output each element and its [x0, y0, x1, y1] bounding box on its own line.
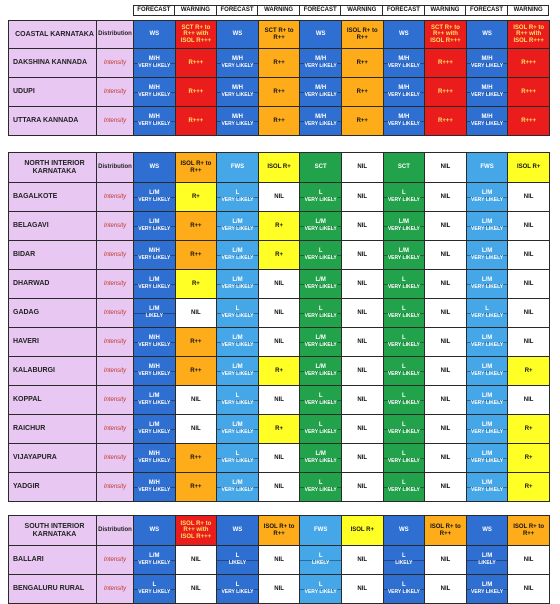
- section-gap: [8, 139, 549, 151]
- intensity-forecast-cell: L VERY LIKELY: [217, 299, 259, 328]
- intensity-warning-cell: NIL: [425, 415, 467, 444]
- intensity-forecast-cell: L/M VERY LIKELY: [466, 444, 508, 473]
- intensity-forecast-cell: M/H VERY LIKELY: [134, 107, 176, 136]
- intensity-warning-cell: NIL: [258, 575, 300, 604]
- distribution-label: Distribution: [97, 153, 134, 183]
- intensity-label: Intensity: [97, 49, 134, 78]
- district-name: VIJAYAPURA: [9, 444, 97, 473]
- intensity-warning-cell: R+++: [425, 107, 467, 136]
- intensity-forecast-cell: M/H VERY LIKELY: [300, 78, 342, 107]
- intensity-warning-cell: NIL: [258, 473, 300, 502]
- south-interior-karnataka-table: [8, 515, 550, 604]
- intensity-warning-cell: NIL: [175, 386, 217, 415]
- intensity-forecast-cell: L/M VERY LIKELY: [134, 270, 176, 299]
- distribution-warning-cell: SCT R+ to R++: [258, 21, 300, 49]
- district-name: UDUPI: [9, 78, 97, 107]
- intensity-forecast-cell: L/M VERY LIKELY: [217, 328, 259, 357]
- intensity-forecast-cell: L VERY LIKELY: [300, 183, 342, 212]
- district-name: KOPPAL: [9, 386, 97, 415]
- intensity-forecast-cell: L VERY LIKELY: [466, 299, 508, 328]
- intensity-warning-cell: R+: [258, 212, 300, 241]
- intensity-forecast-cell: M/H VERY LIKELY: [134, 444, 176, 473]
- intensity-forecast-cell: M/H VERY LIKELY: [300, 107, 342, 136]
- district-name: RAICHUR: [9, 415, 97, 444]
- intensity-label: Intensity: [97, 270, 134, 299]
- intensity-warning-cell: R+: [508, 473, 550, 502]
- intensity-warning-cell: NIL: [341, 575, 383, 604]
- distribution-forecast-cell: WS: [466, 21, 508, 49]
- intensity-warning-cell: NIL: [341, 546, 383, 575]
- intensity-warning-cell: R+: [175, 270, 217, 299]
- intensity-warning-cell: R++: [175, 212, 217, 241]
- intensity-warning-cell: R+++: [508, 78, 550, 107]
- intensity-forecast-cell: M/H VERY LIKELY: [217, 49, 259, 78]
- intensity-warning-cell: NIL: [258, 328, 300, 357]
- district-name: BIDAR: [9, 241, 97, 270]
- intensity-forecast-cell: L/M LIKELY: [466, 546, 508, 575]
- intensity-label: Intensity: [97, 444, 134, 473]
- intensity-forecast-cell: L VERY LIKELY: [383, 299, 425, 328]
- distribution-forecast-cell: WS: [300, 21, 342, 49]
- intensity-forecast-cell: L/M VERY LIKELY: [466, 357, 508, 386]
- intensity-warning-cell: R++: [175, 357, 217, 386]
- intensity-warning-cell: R++: [341, 49, 383, 78]
- distribution-row: [9, 153, 550, 183]
- column-header: FORECAST: [216, 6, 258, 16]
- column-header-row: [8, 6, 549, 16]
- intensity-forecast-cell: L/M VERY LIKELY: [300, 270, 342, 299]
- intensity-warning-cell: NIL: [425, 386, 467, 415]
- intensity-warning-cell: NIL: [508, 328, 550, 357]
- intensity-forecast-cell: L VERY LIKELY: [383, 575, 425, 604]
- intensity-forecast-cell: M/H VERY LIKELY: [466, 49, 508, 78]
- intensity-forecast-cell: L VERY LIKELY: [134, 575, 176, 604]
- intensity-warning-cell: NIL: [425, 212, 467, 241]
- intensity-forecast-cell: M/H VERY LIKELY: [134, 241, 176, 270]
- district-name: YADGIR: [9, 473, 97, 502]
- intensity-forecast-cell: L/M VERY LIKELY: [300, 328, 342, 357]
- intensity-warning-cell: NIL: [175, 546, 217, 575]
- intensity-warning-cell: NIL: [508, 546, 550, 575]
- distribution-warning-cell: ISOL R+ to R++: [508, 516, 550, 546]
- distribution-forecast-cell: WS: [217, 516, 259, 546]
- intensity-warning-cell: R+: [508, 415, 550, 444]
- district-name: BALLARI: [9, 546, 97, 575]
- intensity-forecast-cell: L/M VERY LIKELY: [217, 241, 259, 270]
- column-header: FORECAST: [133, 6, 175, 16]
- intensity-warning-cell: NIL: [341, 444, 383, 473]
- district-row: [9, 546, 550, 575]
- column-header: FORECAST: [466, 6, 508, 16]
- district-row: [9, 386, 550, 415]
- intensity-warning-cell: R++: [258, 107, 300, 136]
- intensity-label: Intensity: [97, 241, 134, 270]
- intensity-warning-cell: R++: [175, 444, 217, 473]
- intensity-forecast-cell: L/M VERY LIKELY: [466, 575, 508, 604]
- column-header: FORECAST: [383, 6, 425, 16]
- intensity-forecast-cell: L VERY LIKELY: [383, 270, 425, 299]
- distribution-forecast-cell: SCT: [300, 153, 342, 183]
- intensity-forecast-cell: L LIKELY: [217, 546, 259, 575]
- intensity-warning-cell: R++: [175, 328, 217, 357]
- distribution-forecast-cell: WS: [134, 516, 176, 546]
- intensity-forecast-cell: L/M VERY LIKELY: [466, 270, 508, 299]
- intensity-forecast-cell: L/M VERY LIKELY: [466, 473, 508, 502]
- distribution-label: Distribution: [97, 21, 134, 49]
- intensity-warning-cell: R++: [341, 78, 383, 107]
- intensity-label: Intensity: [97, 546, 134, 575]
- intensity-forecast-cell: M/H VERY LIKELY: [466, 78, 508, 107]
- intensity-forecast-cell: M/H VERY LIKELY: [466, 107, 508, 136]
- intensity-warning-cell: NIL: [508, 212, 550, 241]
- intensity-forecast-cell: L/M VERY LIKELY: [134, 212, 176, 241]
- distribution-warning-cell: ISOL R+ to R++ with ISOL R+++: [175, 516, 217, 546]
- intensity-label: Intensity: [97, 183, 134, 212]
- intensity-warning-cell: NIL: [425, 575, 467, 604]
- distribution-label: Distribution: [97, 516, 134, 546]
- distribution-warning-cell: ISOL R+ to R++: [258, 516, 300, 546]
- intensity-warning-cell: NIL: [508, 575, 550, 604]
- intensity-warning-cell: NIL: [258, 270, 300, 299]
- district-row: [9, 299, 550, 328]
- intensity-label: Intensity: [97, 299, 134, 328]
- intensity-forecast-cell: L/M VERY LIKELY: [134, 415, 176, 444]
- distribution-forecast-cell: WS: [134, 153, 176, 183]
- district-row: [9, 575, 550, 604]
- intensity-forecast-cell: M/H VERY LIKELY: [134, 49, 176, 78]
- region-title: COASTAL KARNATAKA: [9, 21, 97, 49]
- distribution-forecast-cell: SCT: [383, 153, 425, 183]
- intensity-warning-cell: NIL: [341, 328, 383, 357]
- intensity-warning-cell: NIL: [341, 473, 383, 502]
- intensity-warning-cell: NIL: [425, 270, 467, 299]
- district-row: [9, 49, 550, 78]
- intensity-forecast-cell: L/M VERY LIKELY: [466, 328, 508, 357]
- district-name: BELAGAVI: [9, 212, 97, 241]
- intensity-forecast-cell: L/M VERY LIKELY: [466, 386, 508, 415]
- intensity-warning-cell: R+: [258, 357, 300, 386]
- intensity-forecast-cell: M/H VERY LIKELY: [383, 49, 425, 78]
- distribution-warning-cell: SCT R+ to R++ with ISOL R+++: [175, 21, 217, 49]
- forecast-header-table: [8, 0, 549, 16]
- intensity-warning-cell: NIL: [508, 386, 550, 415]
- intensity-warning-cell: NIL: [341, 357, 383, 386]
- intensity-forecast-cell: L VERY LIKELY: [300, 473, 342, 502]
- intensity-warning-cell: R++: [175, 241, 217, 270]
- intensity-label: Intensity: [97, 386, 134, 415]
- intensity-warning-cell: R+: [258, 415, 300, 444]
- intensity-warning-cell: NIL: [425, 444, 467, 473]
- intensity-warning-cell: NIL: [175, 415, 217, 444]
- intensity-warning-cell: NIL: [425, 183, 467, 212]
- intensity-forecast-cell: L VERY LIKELY: [300, 386, 342, 415]
- intensity-forecast-cell: L VERY LIKELY: [217, 183, 259, 212]
- district-row: [9, 78, 550, 107]
- intensity-warning-cell: NIL: [425, 299, 467, 328]
- intensity-warning-cell: NIL: [341, 212, 383, 241]
- intensity-warning-cell: NIL: [258, 546, 300, 575]
- distribution-warning-cell: NIL: [341, 153, 383, 183]
- intensity-warning-cell: R+++: [425, 78, 467, 107]
- distribution-warning-cell: ISOL R+: [258, 153, 300, 183]
- distribution-forecast-cell: WS: [134, 21, 176, 49]
- intensity-warning-cell: NIL: [175, 575, 217, 604]
- intensity-label: Intensity: [97, 575, 134, 604]
- intensity-warning-cell: NIL: [425, 473, 467, 502]
- intensity-forecast-cell: L VERY LIKELY: [217, 386, 259, 415]
- intensity-forecast-cell: L VERY LIKELY: [383, 444, 425, 473]
- column-header: WARNING: [341, 6, 383, 16]
- intensity-forecast-cell: L VERY LIKELY: [300, 299, 342, 328]
- intensity-forecast-cell: M/H VERY LIKELY: [134, 357, 176, 386]
- intensity-forecast-cell: L/M VERY LIKELY: [383, 212, 425, 241]
- distribution-forecast-cell: WS: [466, 516, 508, 546]
- column-header: FORECAST: [299, 6, 341, 16]
- intensity-label: Intensity: [97, 473, 134, 502]
- coastal-karnataka-table: [8, 20, 550, 136]
- intensity-forecast-cell: L/M VERY LIKELY: [217, 212, 259, 241]
- intensity-warning-cell: NIL: [341, 241, 383, 270]
- intensity-forecast-cell: L VERY LIKELY: [383, 328, 425, 357]
- intensity-forecast-cell: L/M VERY LIKELY: [134, 183, 176, 212]
- region-title: SOUTH INTERIOR KARNATAKA: [9, 516, 97, 546]
- intensity-forecast-cell: M/H VERY LIKELY: [217, 78, 259, 107]
- district-name: KALABURGI: [9, 357, 97, 386]
- intensity-label: Intensity: [97, 328, 134, 357]
- intensity-warning-cell: NIL: [508, 270, 550, 299]
- intensity-warning-cell: NIL: [341, 270, 383, 299]
- district-row: [9, 444, 550, 473]
- intensity-warning-cell: NIL: [508, 183, 550, 212]
- district-row: [9, 212, 550, 241]
- intensity-warning-cell: NIL: [341, 183, 383, 212]
- intensity-forecast-cell: L VERY LIKELY: [383, 386, 425, 415]
- district-name: DHARWAD: [9, 270, 97, 299]
- intensity-label: Intensity: [97, 78, 134, 107]
- column-header: WARNING: [175, 6, 217, 16]
- intensity-forecast-cell: M/H VERY LIKELY: [134, 328, 176, 357]
- column-header: WARNING: [424, 6, 466, 16]
- intensity-forecast-cell: L/M VERY LIKELY: [466, 415, 508, 444]
- intensity-forecast-cell: L VERY LIKELY: [300, 415, 342, 444]
- intensity-forecast-cell: L/M VERY LIKELY: [466, 241, 508, 270]
- intensity-warning-cell: R++: [175, 473, 217, 502]
- district-name: GADAG: [9, 299, 97, 328]
- intensity-warning-cell: R+: [258, 241, 300, 270]
- intensity-warning-cell: R+: [508, 357, 550, 386]
- distribution-warning-cell: NIL: [425, 153, 467, 183]
- intensity-forecast-cell: L VERY LIKELY: [383, 415, 425, 444]
- intensity-warning-cell: NIL: [341, 415, 383, 444]
- intensity-warning-cell: NIL: [425, 546, 467, 575]
- intensity-forecast-cell: L VERY LIKELY: [383, 357, 425, 386]
- intensity-warning-cell: NIL: [425, 241, 467, 270]
- distribution-forecast-cell: WS: [383, 21, 425, 49]
- distribution-warning-cell: ISOL R+ to R++: [425, 516, 467, 546]
- distribution-warning-cell: ISOL R+ to R++ with ISOL R+++: [508, 21, 550, 49]
- distribution-forecast-cell: FWS: [466, 153, 508, 183]
- column-header: WARNING: [507, 6, 549, 16]
- intensity-forecast-cell: L/M VERY LIKELY: [217, 473, 259, 502]
- intensity-warning-cell: R+++: [508, 49, 550, 78]
- intensity-forecast-cell: M/H VERY LIKELY: [300, 49, 342, 78]
- intensity-forecast-cell: L/M VERY LIKELY: [217, 270, 259, 299]
- intensity-warning-cell: NIL: [508, 241, 550, 270]
- intensity-forecast-cell: M/H VERY LIKELY: [383, 78, 425, 107]
- intensity-forecast-cell: L/M VERY LIKELY: [217, 415, 259, 444]
- intensity-forecast-cell: L/M VERY LIKELY: [300, 357, 342, 386]
- district-name: UTTARA KANNADA: [9, 107, 97, 136]
- intensity-label: Intensity: [97, 357, 134, 386]
- intensity-forecast-cell: L LIKELY: [300, 546, 342, 575]
- intensity-forecast-cell: L/M VERY LIKELY: [134, 546, 176, 575]
- intensity-forecast-cell: M/H VERY LIKELY: [383, 107, 425, 136]
- distribution-warning-cell: SCT R+ to R++ with ISOL R+++: [425, 21, 467, 49]
- north-interior-karnataka-table: [8, 152, 550, 502]
- district-row: [9, 328, 550, 357]
- distribution-forecast-cell: WS: [217, 21, 259, 49]
- intensity-forecast-cell: L VERY LIKELY: [383, 473, 425, 502]
- intensity-warning-cell: NIL: [425, 328, 467, 357]
- intensity-forecast-cell: L/M VERY LIKELY: [134, 386, 176, 415]
- intensity-warning-cell: R+++: [175, 78, 217, 107]
- intensity-forecast-cell: L VERY LIKELY: [300, 575, 342, 604]
- intensity-forecast-cell: L VERY LIKELY: [383, 183, 425, 212]
- intensity-label: Intensity: [97, 107, 134, 136]
- intensity-forecast-cell: L/M VERY LIKELY: [383, 241, 425, 270]
- intensity-warning-cell: NIL: [258, 183, 300, 212]
- distribution-warning-cell: ISOL R+ to R++: [175, 153, 217, 183]
- intensity-warning-cell: NIL: [258, 299, 300, 328]
- intensity-warning-cell: R+++: [425, 49, 467, 78]
- intensity-warning-cell: R+++: [508, 107, 550, 136]
- intensity-warning-cell: R++: [341, 107, 383, 136]
- district-name: DAKSHINA KANNADA: [9, 49, 97, 78]
- intensity-warning-cell: NIL: [341, 299, 383, 328]
- distribution-warning-cell: ISOL R+: [341, 516, 383, 546]
- distribution-row: [9, 21, 550, 49]
- intensity-forecast-cell: L VERY LIKELY: [217, 444, 259, 473]
- region-title: NORTH INTERIOR KARNATAKA: [9, 153, 97, 183]
- district-row: [9, 183, 550, 212]
- intensity-forecast-cell: L/M LIKELY: [134, 299, 176, 328]
- distribution-forecast-cell: FWS: [300, 516, 342, 546]
- intensity-warning-cell: NIL: [341, 386, 383, 415]
- intensity-forecast-cell: M/H VERY LIKELY: [134, 473, 176, 502]
- intensity-forecast-cell: M/H VERY LIKELY: [217, 107, 259, 136]
- district-row: [9, 270, 550, 299]
- intensity-forecast-cell: L LIKELY: [383, 546, 425, 575]
- intensity-forecast-cell: L VERY LIKELY: [300, 241, 342, 270]
- intensity-forecast-cell: L/M VERY LIKELY: [466, 183, 508, 212]
- district-row: [9, 241, 550, 270]
- district-row: [9, 473, 550, 502]
- district-name: BAGALKOTE: [9, 183, 97, 212]
- intensity-warning-cell: NIL: [508, 299, 550, 328]
- intensity-forecast-cell: L VERY LIKELY: [217, 575, 259, 604]
- intensity-warning-cell: R+: [175, 183, 217, 212]
- district-row: [9, 415, 550, 444]
- distribution-warning-cell: ISOL R+: [508, 153, 550, 183]
- distribution-row: [9, 516, 550, 546]
- intensity-warning-cell: NIL: [258, 386, 300, 415]
- intensity-forecast-cell: L/M VERY LIKELY: [466, 212, 508, 241]
- intensity-forecast-cell: L/M VERY LIKELY: [217, 357, 259, 386]
- district-row: [9, 107, 550, 136]
- district-name: HAVERI: [9, 328, 97, 357]
- intensity-warning-cell: NIL: [258, 444, 300, 473]
- district-row: [9, 357, 550, 386]
- intensity-warning-cell: R+++: [175, 107, 217, 136]
- distribution-forecast-cell: WS: [383, 516, 425, 546]
- column-header: WARNING: [258, 6, 300, 16]
- intensity-label: Intensity: [97, 212, 134, 241]
- intensity-forecast-cell: L/M VERY LIKELY: [300, 444, 342, 473]
- intensity-warning-cell: NIL: [425, 357, 467, 386]
- intensity-warning-cell: R++: [258, 49, 300, 78]
- intensity-warning-cell: R+: [508, 444, 550, 473]
- intensity-warning-cell: NIL: [175, 299, 217, 328]
- intensity-forecast-cell: M/H VERY LIKELY: [134, 78, 176, 107]
- district-name: BENGALURU RURAL: [9, 575, 97, 604]
- intensity-label: Intensity: [97, 415, 134, 444]
- distribution-forecast-cell: FWS: [217, 153, 259, 183]
- intensity-warning-cell: R+++: [175, 49, 217, 78]
- distribution-warning-cell: ISOL R+ to R++: [341, 21, 383, 49]
- intensity-warning-cell: R++: [258, 78, 300, 107]
- intensity-forecast-cell: L/M VERY LIKELY: [300, 212, 342, 241]
